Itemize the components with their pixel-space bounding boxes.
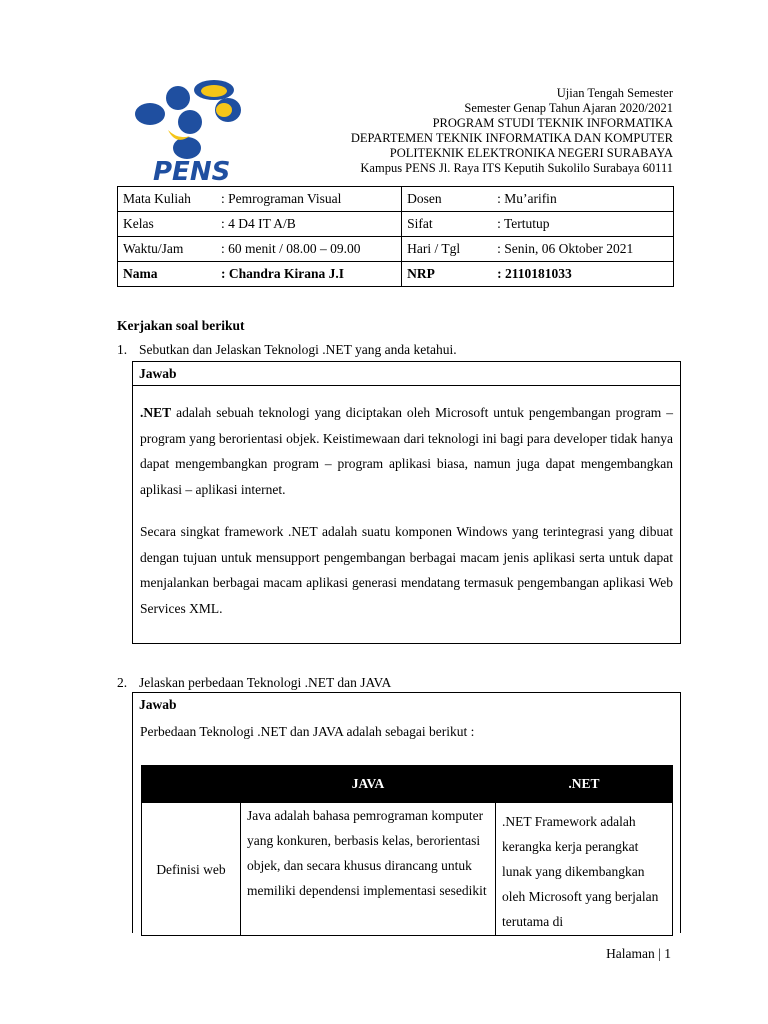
info-row: [118, 187, 674, 212]
answer-box-1: [132, 361, 681, 644]
info-key: NRP: [402, 262, 493, 287]
info-key: Nama: [118, 262, 217, 287]
info-value: : 2110181033: [492, 262, 673, 287]
info-value: : Chandra Kirana J.I: [216, 262, 402, 287]
question-2: [117, 675, 391, 691]
comparison-net-cell: [496, 803, 673, 936]
jawab-label: Jawab: [133, 362, 680, 386]
logo-wordmark: PENS: [153, 157, 231, 186]
comparison-row: [142, 803, 673, 936]
header-line: Semester Genap Tahun Ajaran 2020/2021: [464, 101, 673, 115]
answer-text: adalah sebuah teknologi yang diciptakan oleh Microsoft untuk pengembangan program – program yang berorientasi objek. Keistimewaan dari teknologi ini bagi para developer tidak hanya dapat mengembangkan program – program aplikasi biasa, namun juga dapat mengembangkan aplikasi – aplikasi internet.: [140, 405, 673, 497]
info-value: : 4 D4 IT A/B: [216, 212, 402, 237]
comparison-table: [141, 765, 673, 936]
info-key: Sifat: [402, 212, 493, 237]
question-text: Jelaskan perbedaan Teknologi .NET dan JAVA: [139, 675, 392, 690]
info-key: Mata Kuliah: [118, 187, 217, 212]
header-line: Ujian Tengah Semester: [556, 86, 673, 100]
header-line: PROGRAM STUDI TEKNIK INFORMATIKA: [432, 116, 673, 130]
exam-info-table: [117, 186, 674, 287]
info-value: : Pemrograman Visual: [216, 187, 402, 212]
page-number: Halaman | 1: [606, 946, 671, 961]
comparison-java-cell: [241, 803, 496, 936]
info-value: : Mu’arifin: [492, 187, 673, 212]
info-row: [118, 212, 674, 237]
comparison-header-java: JAVA: [241, 766, 496, 803]
info-key: Kelas: [118, 212, 217, 237]
net-definition: .NET Framework adalah kerangka kerja perangkat lunak yang dikembangkan oleh Microsoft yang berjalan terutama di: [502, 814, 659, 929]
info-key: Waktu/Jam: [118, 237, 217, 262]
comparison-header-empty: [142, 766, 241, 803]
java-definition: Java adalah bahasa pemrograman komputer yang konkuren, berbasis kelas, berorientasi objek, dan secara khusus dirancang untuk memiliki dependensi implementasi sesedikit: [247, 808, 487, 898]
answer-paragraph: [133, 400, 680, 502]
answer-box-2: [132, 692, 681, 933]
document-header: [351, 86, 673, 176]
header-line: Kampus PENS Jl. Raya ITS Keputih Sukolilo Surabaya 60111: [360, 161, 673, 175]
answer-lead-text: Perbedaan Teknologi .NET dan JAVA adalah sebagai berikut :: [140, 724, 475, 739]
info-row: [118, 237, 674, 262]
info-key: Hari / Tgl: [402, 237, 493, 262]
pens-logo: [128, 76, 258, 186]
comparison-row-label: Definisi web: [142, 803, 241, 936]
instructions-heading: Kerjakan soal berikut: [117, 318, 245, 333]
info-value: : 60 menit / 08.00 – 09.00: [216, 237, 402, 262]
question-1: [117, 342, 457, 358]
header-line: DEPARTEMEN TEKNIK INFORMATIKA DAN KOMPUTER: [350, 131, 673, 145]
info-value: : Tertutup: [492, 212, 673, 237]
question-text: Sebutkan dan Jelaskan Teknologi .NET yang anda ketahui.: [139, 342, 457, 357]
info-row: [118, 262, 674, 287]
answer-paragraph: Secara singkat framework .NET adalah suatu komponen Windows yang terintegrasi yang dibuat dengan tujuan untuk mensupport pengembangan berbagai macam jenis aplikasi serta untuk dapat menjalankan berbagai macam aplikasi generasi mendatang termasuk pengembangan aplikasi Web Services XML.: [140, 524, 673, 616]
question-number: 2.: [117, 675, 128, 690]
comparison-header-net: .NET: [496, 766, 673, 803]
jawab-label: Jawab: [139, 697, 177, 712]
header-line: POLITEKNIK ELEKTRONIKA NEGERI SURABAYA: [389, 146, 673, 160]
info-key: Dosen: [402, 187, 493, 212]
answer-bold-term: .NET: [140, 405, 172, 420]
info-value: : Senin, 06 Oktober 2021: [492, 237, 673, 262]
question-number: 1.: [117, 342, 128, 357]
comparison-header-row: [142, 766, 673, 803]
